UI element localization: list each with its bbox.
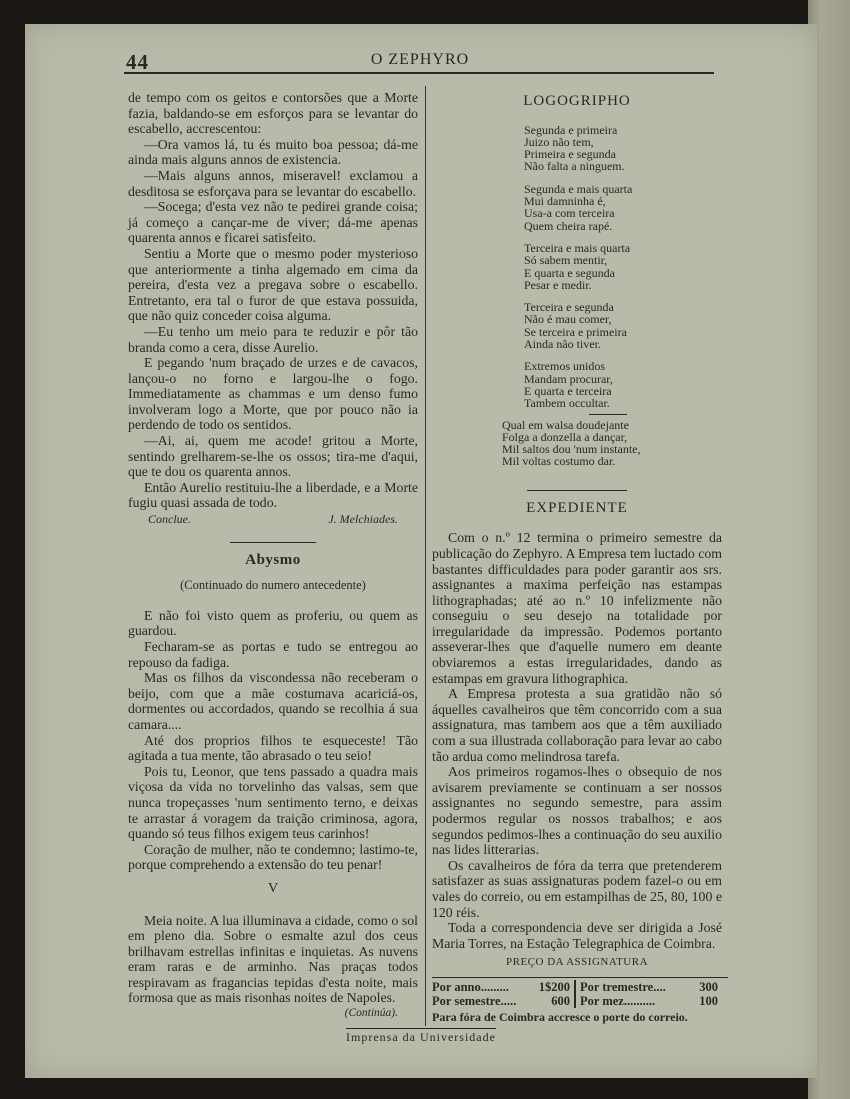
price-value: 1$200 bbox=[538, 979, 570, 994]
poem-line: Usa-a com terceira bbox=[524, 206, 615, 221]
poem-line: Segunda e mais quarta bbox=[524, 181, 633, 196]
poem-line: E quarta e segunda bbox=[524, 265, 615, 280]
expediente-paragraph: A Empresa protesta a sua gratidão não só áquelles cavalheiros que têm concorrido com a sua assignatura, mas tambem aos que a têm auxiliado com a sua illustrada collaboração para levar ao cabo tão ardua como melindrosa tarefa. bbox=[432, 686, 722, 764]
abysmo-paragraph: Mas os filhos da viscondessa não receberam o beijo, com que a mãe costumava acariciá-os, dormentes ou accordados, quando se recolhia á sua camara.... bbox=[128, 670, 418, 732]
story-paragraph: —Socega; d'esta vez não te pedirei grande coisa; já começo a cançar-me de viver; dá-me apenas quarenta annos e ficarei satisfeito. bbox=[128, 199, 418, 246]
poem-line: Quem cheira rapé. bbox=[524, 218, 613, 233]
poem-line: Extremos unidos bbox=[524, 359, 605, 374]
story-paragraph: E pegando 'num braçado de urzes e de cavacos, lançou-o no forno e largou-lhe o fogo. Immediatamente as chammas e um denso fumo involveram logo a Morte, que por pouco não ia perdendo de todo os sentidos. bbox=[128, 355, 418, 433]
price-label: Por semestre..... bbox=[432, 993, 517, 1008]
price-row bbox=[432, 980, 574, 994]
poem-line: Mil saltos dou 'num instante, bbox=[502, 442, 641, 457]
logogripho-title: LOGOGRIPHO bbox=[523, 93, 631, 109]
story-paragraph: Sentiu a Morte que o mesmo poder mysterioso que anteriormente a tinha algemado em cima da pereira, d'esta vez a pregava sobre o escabello. Entretanto, era tal o furor de que estava possuida, que não quiz conceder coisa alguma. bbox=[128, 245, 418, 324]
story-paragraph: —Eu tenho um meio para te reduzir e pôr tão branda como a cera, disse Aurelio. bbox=[128, 323, 418, 355]
page-number: 44 bbox=[126, 50, 149, 74]
abysmo-paragraph: Fecharam-se as portas e tudo se entregou ao repouso da fadiga. bbox=[128, 639, 418, 670]
author-name: J. Melchiades. bbox=[328, 512, 398, 527]
expediente-paragraph: Aos primeiros rogamos-lhes o obsequio de nos avisarem previamente se continuam a ser nossos assignantes no segundo semestre, para assim podermos regular os nossos trabalhos; e aos segundos pedimos-lhes a continuação do seu auxilio nas lides litterarias. bbox=[432, 764, 722, 858]
poem-line: Terceira e segunda bbox=[524, 300, 614, 315]
poem-line: Pesar e medir. bbox=[524, 277, 592, 292]
price-value: 600 bbox=[551, 993, 570, 1008]
section-divider bbox=[527, 490, 627, 491]
price-table bbox=[432, 980, 722, 1008]
story-paragraph: Então Aurelio restituiu-lhe a liberdade, e a Morte fugiu quasi assada de todo. bbox=[128, 479, 418, 511]
abysmo-paragraph: Pois tu, Leonor, que tens passado a quadra mais viçosa da vida no torvelinho das valsas, sem que nunca tropeçasses 'num sentimento terno, e deixas te arrastar á voragem da traição criminosa, agora, quando só teus filhos exigem teus carinhos! bbox=[128, 763, 418, 842]
story-paragraph: —Ora vamos lá, tu és muito boa pessoa; dá-me ainda mais alguns annos de existencia. bbox=[128, 136, 418, 168]
price-value: 300 bbox=[699, 979, 718, 994]
story-signature bbox=[148, 512, 398, 528]
poem-divider bbox=[589, 414, 627, 415]
poem-line: Não é mau comer, bbox=[524, 312, 612, 327]
poem-line: Terceira e mais quarta bbox=[524, 240, 631, 255]
abysmo-paragraph: E não foi visto quem as proferiu, ou quem as guardou. bbox=[128, 607, 418, 639]
price-column-right bbox=[574, 980, 722, 1008]
price-label: Por mez.......... bbox=[580, 993, 656, 1008]
price-column-left bbox=[432, 980, 574, 1008]
header-rule bbox=[124, 72, 714, 74]
poem-line: Se terceira e primeira bbox=[524, 324, 627, 339]
poem-line: Mandam procurar, bbox=[524, 371, 613, 386]
continua-note: (Continúa). bbox=[344, 1007, 398, 1020]
poem-line: E quarta e terceira bbox=[524, 383, 612, 398]
price-value: 100 bbox=[699, 993, 718, 1008]
section-paragraph: Meia noite. A lua illuminava a cidade, como o sol em pleno dia. Sobre o esmalte azul dos ceus brilhavam estrellas infinitas e inquietas. As nuvens eram raras e de arminho. Nas praças todos respiravam as fragancias tepidas d'esta noite, mais formosa que as mais risonhas noites de Napoles. bbox=[128, 912, 418, 1006]
section-number: V bbox=[267, 880, 279, 896]
abysmo-subtitle: (Continuado do numero antecedente) bbox=[180, 578, 366, 593]
poem-line: Mil voltas costumo dar. bbox=[502, 454, 616, 469]
poem-line: Segunda e primeira bbox=[524, 122, 618, 137]
price-row bbox=[432, 994, 574, 1008]
conclue-label: Conclue. bbox=[148, 512, 191, 527]
poem-final-stanza bbox=[502, 419, 722, 468]
expediente-paragraph: Com o n.º 12 termina o primeiro semestre da publicação do Zephyro. A Empresa tem luctado com bastantes difficuldades para poder garantir aos srs. assignantes a maxima perfeição nas estampas lithographadas; até ao n.º 10 infelizmente não conseguiu o seu desejo na totalidade por irregularidade da impressão. Podemos portanto asseverar-lhes que d'aquelle numero em deante obviaremos a estas irregularidades, dando as estampas em gravura lithographica. bbox=[432, 530, 722, 686]
poem-line: Folga a donzella a dançar, bbox=[502, 429, 628, 444]
story-paragraph: —Mais alguns annos, miseravel! exclamou a desditosa se esforçava para se levantar do escabello. bbox=[128, 167, 418, 199]
column-rule bbox=[425, 86, 426, 1026]
poem-line: Primeira e segunda bbox=[524, 147, 616, 162]
poem-line: Ainda não tiver. bbox=[524, 337, 601, 352]
abysmo-paragraph: Até dos proprios filhos te esqueceste! Tão agitada a tua mente, tão abrasado o teu seio! bbox=[128, 732, 418, 764]
abysmo-paragraph: Coração de mulher, não te condemno; lastimo-te, porque comprehendo a extensão do teu penar! bbox=[128, 841, 418, 873]
price-label: Por anno......... bbox=[432, 979, 509, 994]
poem-stanza bbox=[524, 360, 722, 409]
story-paragraph: de tempo com os geitos e contorsões que a Morte fazia, baldando-se em esforços para se levantar do escabello, accrescentou: bbox=[128, 90, 418, 137]
left-column bbox=[128, 90, 418, 1022]
expediente-paragraph: Toda a correspondencia deve ser dirigida a José Maria Torres, na Estação Telegraphica de Coimbra. bbox=[432, 920, 722, 951]
postage-note: Para fóra de Coimbra accresce o porte do correio. bbox=[432, 1009, 688, 1024]
right-column bbox=[432, 90, 722, 1026]
poem-line: Mui damninha é, bbox=[524, 194, 606, 209]
section-divider bbox=[230, 542, 316, 543]
poem-line: Tambem occultar. bbox=[524, 396, 610, 411]
poem-line: Não falta a ninguem. bbox=[524, 159, 625, 174]
poem-stanza bbox=[524, 242, 722, 291]
story-paragraph: —Ai, ai, quem me acode! gritou a Morte, sentindo grelharem-se-lhe os ossos; tira-me d'aqui, que te dou os quarenta annos. bbox=[128, 433, 418, 480]
poem-line: Juizo não tem, bbox=[524, 134, 594, 149]
price-heading: PREÇO DA ASSIGNATURA bbox=[505, 956, 649, 969]
poem-line: Qual em walsa doudejante bbox=[502, 417, 629, 432]
price-rule bbox=[432, 977, 728, 978]
printer-imprint: Imprensa da Universidade bbox=[346, 1030, 496, 1044]
price-row bbox=[580, 994, 722, 1008]
expediente-title: EXPEDIENTE bbox=[526, 499, 628, 516]
poem-stanza bbox=[524, 301, 722, 350]
price-label: Por tremestre.... bbox=[580, 979, 666, 994]
abysmo-title: Abysmo bbox=[245, 551, 301, 568]
expediente-paragraph: Os cavalheiros de fóra da terra que pretenderem satisfazer as suas assignaturas podem fazel-o ou em vales do correio, ou em estampilhas de 25, 80, 100 e 120 réis. bbox=[432, 857, 722, 920]
poem-stanza bbox=[524, 124, 722, 173]
poem-stanza bbox=[524, 183, 722, 232]
poem-line: Só sabem mentir, bbox=[524, 253, 608, 268]
price-row bbox=[580, 980, 722, 994]
running-title: O ZEPHYRO bbox=[370, 51, 470, 68]
